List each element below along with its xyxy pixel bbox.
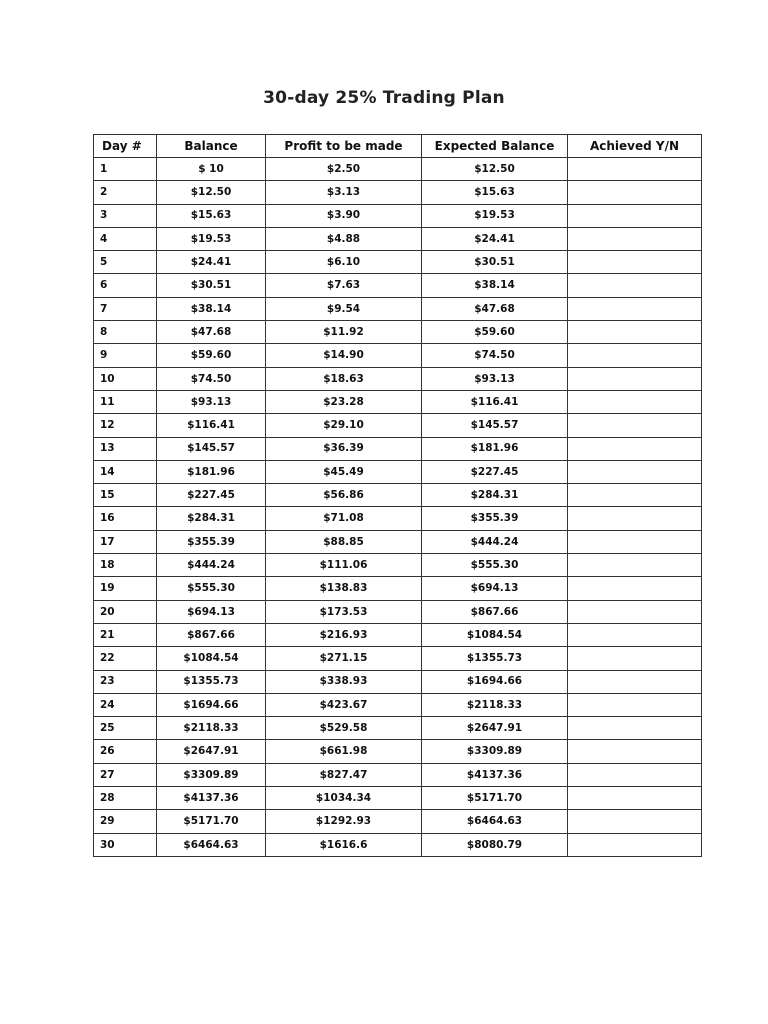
cell-balance: $ 10: [157, 158, 266, 181]
cell-profit: $88.85: [266, 530, 422, 553]
cell-day: 13: [94, 437, 157, 460]
cell-expected-balance: $284.31: [422, 484, 568, 507]
cell-achieved: [568, 717, 702, 740]
table-row: [94, 600, 702, 623]
cell-profit: $529.58: [266, 717, 422, 740]
cell-profit: $1616.6: [266, 833, 422, 856]
cell-achieved: [568, 181, 702, 204]
cell-day: 23: [94, 670, 157, 693]
cell-balance: $74.50: [157, 367, 266, 390]
table-row: [94, 833, 702, 856]
cell-balance: $4137.36: [157, 787, 266, 810]
table-row: [94, 717, 702, 740]
column-header-day: Day #: [94, 135, 157, 158]
cell-profit: $45.49: [266, 460, 422, 483]
cell-balance: $59.60: [157, 344, 266, 367]
cell-day: 9: [94, 344, 157, 367]
cell-day: 1: [94, 158, 157, 181]
cell-profit: $3.13: [266, 181, 422, 204]
cell-day: 10: [94, 367, 157, 390]
cell-day: 15: [94, 484, 157, 507]
cell-expected-balance: $8080.79: [422, 833, 568, 856]
cell-achieved: [568, 158, 702, 181]
cell-achieved: [568, 600, 702, 623]
table-row: [94, 530, 702, 553]
cell-achieved: [568, 670, 702, 693]
table-row: [94, 251, 702, 274]
cell-balance: $24.41: [157, 251, 266, 274]
cell-balance: $181.96: [157, 460, 266, 483]
cell-expected-balance: $30.51: [422, 251, 568, 274]
cell-achieved: [568, 647, 702, 670]
table-row: [94, 763, 702, 786]
cell-achieved: [568, 577, 702, 600]
cell-expected-balance: $444.24: [422, 530, 568, 553]
cell-day: 7: [94, 297, 157, 320]
table-row: [94, 623, 702, 646]
cell-expected-balance: $355.39: [422, 507, 568, 530]
cell-achieved: [568, 437, 702, 460]
cell-day: 26: [94, 740, 157, 763]
cell-achieved: [568, 227, 702, 250]
cell-expected-balance: $555.30: [422, 554, 568, 577]
cell-balance: $30.51: [157, 274, 266, 297]
cell-achieved: [568, 204, 702, 227]
cell-achieved: [568, 833, 702, 856]
cell-balance: $1694.66: [157, 693, 266, 716]
cell-day: 6: [94, 274, 157, 297]
cell-day: 21: [94, 623, 157, 646]
cell-balance: $355.39: [157, 530, 266, 553]
table-row: [94, 414, 702, 437]
cell-achieved: [568, 251, 702, 274]
table-row: [94, 507, 702, 530]
cell-profit: $216.93: [266, 623, 422, 646]
cell-profit: $3.90: [266, 204, 422, 227]
cell-balance: $2118.33: [157, 717, 266, 740]
cell-profit: $111.06: [266, 554, 422, 577]
cell-achieved: [568, 344, 702, 367]
cell-expected-balance: $12.50: [422, 158, 568, 181]
table-row: [94, 344, 702, 367]
column-header-balance: Balance: [157, 135, 266, 158]
cell-profit: $71.08: [266, 507, 422, 530]
cell-profit: $1034.34: [266, 787, 422, 810]
cell-balance: $555.30: [157, 577, 266, 600]
cell-expected-balance: $5171.70: [422, 787, 568, 810]
cell-day: 27: [94, 763, 157, 786]
cell-day: 24: [94, 693, 157, 716]
table-row: [94, 554, 702, 577]
cell-day: 28: [94, 787, 157, 810]
cell-day: 4: [94, 227, 157, 250]
cell-balance: $47.68: [157, 321, 266, 344]
cell-expected-balance: $1355.73: [422, 647, 568, 670]
table-row: [94, 390, 702, 413]
cell-achieved: [568, 554, 702, 577]
table-row: [94, 670, 702, 693]
table-row: [94, 204, 702, 227]
cell-achieved: [568, 484, 702, 507]
cell-balance: $227.45: [157, 484, 266, 507]
column-header-profit: Profit to be made: [266, 135, 422, 158]
cell-expected-balance: $24.41: [422, 227, 568, 250]
cell-profit: $423.67: [266, 693, 422, 716]
cell-achieved: [568, 274, 702, 297]
cell-day: 3: [94, 204, 157, 227]
cell-achieved: [568, 297, 702, 320]
table-row: [94, 437, 702, 460]
cell-achieved: [568, 414, 702, 437]
cell-balance: $19.53: [157, 227, 266, 250]
cell-day: 16: [94, 507, 157, 530]
cell-balance: $3309.89: [157, 763, 266, 786]
cell-profit: $2.50: [266, 158, 422, 181]
table-row: [94, 810, 702, 833]
cell-profit: $36.39: [266, 437, 422, 460]
cell-balance: $116.41: [157, 414, 266, 437]
cell-expected-balance: $59.60: [422, 321, 568, 344]
cell-achieved: [568, 390, 702, 413]
cell-achieved: [568, 623, 702, 646]
table-row: [94, 647, 702, 670]
cell-expected-balance: $15.63: [422, 181, 568, 204]
cell-profit: $18.63: [266, 367, 422, 390]
cell-expected-balance: $1694.66: [422, 670, 568, 693]
cell-day: 17: [94, 530, 157, 553]
cell-achieved: [568, 693, 702, 716]
column-header-achieved: Achieved Y/N: [568, 135, 702, 158]
cell-expected-balance: $47.68: [422, 297, 568, 320]
trading-plan-table: [93, 134, 702, 857]
cell-profit: $29.10: [266, 414, 422, 437]
cell-achieved: [568, 507, 702, 530]
cell-balance: $1084.54: [157, 647, 266, 670]
table-row: [94, 787, 702, 810]
cell-profit: $271.15: [266, 647, 422, 670]
cell-balance: $694.13: [157, 600, 266, 623]
cell-expected-balance: $19.53: [422, 204, 568, 227]
cell-profit: $827.47: [266, 763, 422, 786]
cell-expected-balance: $4137.36: [422, 763, 568, 786]
cell-achieved: [568, 460, 702, 483]
cell-day: 29: [94, 810, 157, 833]
cell-balance: $1355.73: [157, 670, 266, 693]
cell-achieved: [568, 740, 702, 763]
cell-profit: $1292.93: [266, 810, 422, 833]
table-row: [94, 158, 702, 181]
cell-day: 14: [94, 460, 157, 483]
cell-profit: $138.83: [266, 577, 422, 600]
table-row: [94, 274, 702, 297]
cell-balance: $6464.63: [157, 833, 266, 856]
header-row: [94, 135, 702, 158]
cell-expected-balance: $6464.63: [422, 810, 568, 833]
cell-balance: $444.24: [157, 554, 266, 577]
cell-achieved: [568, 367, 702, 390]
cell-achieved: [568, 810, 702, 833]
cell-profit: $14.90: [266, 344, 422, 367]
cell-expected-balance: $181.96: [422, 437, 568, 460]
table-row: [94, 693, 702, 716]
cell-expected-balance: $2118.33: [422, 693, 568, 716]
cell-balance: $2647.91: [157, 740, 266, 763]
cell-balance: $15.63: [157, 204, 266, 227]
cell-expected-balance: $38.14: [422, 274, 568, 297]
cell-profit: $9.54: [266, 297, 422, 320]
cell-balance: $5171.70: [157, 810, 266, 833]
table-row: [94, 321, 702, 344]
table-row: [94, 577, 702, 600]
table-row: [94, 227, 702, 250]
column-header-expected-balance: Expected Balance: [422, 135, 568, 158]
cell-day: 18: [94, 554, 157, 577]
cell-achieved: [568, 787, 702, 810]
cell-expected-balance: $3309.89: [422, 740, 568, 763]
cell-expected-balance: $867.66: [422, 600, 568, 623]
cell-profit: $23.28: [266, 390, 422, 413]
cell-day: 5: [94, 251, 157, 274]
cell-profit: $4.88: [266, 227, 422, 250]
cell-day: 30: [94, 833, 157, 856]
cell-profit: $338.93: [266, 670, 422, 693]
cell-expected-balance: $145.57: [422, 414, 568, 437]
cell-profit: $6.10: [266, 251, 422, 274]
cell-day: 19: [94, 577, 157, 600]
cell-profit: $56.86: [266, 484, 422, 507]
cell-profit: $661.98: [266, 740, 422, 763]
cell-balance: $284.31: [157, 507, 266, 530]
table-row: [94, 367, 702, 390]
cell-day: 20: [94, 600, 157, 623]
cell-day: 2: [94, 181, 157, 204]
cell-achieved: [568, 530, 702, 553]
cell-profit: $11.92: [266, 321, 422, 344]
table-row: [94, 297, 702, 320]
cell-expected-balance: $2647.91: [422, 717, 568, 740]
cell-achieved: [568, 763, 702, 786]
cell-profit: $7.63: [266, 274, 422, 297]
cell-day: 25: [94, 717, 157, 740]
cell-expected-balance: $694.13: [422, 577, 568, 600]
cell-balance: $38.14: [157, 297, 266, 320]
cell-day: 22: [94, 647, 157, 670]
cell-expected-balance: $93.13: [422, 367, 568, 390]
cell-balance: $145.57: [157, 437, 266, 460]
cell-expected-balance: $74.50: [422, 344, 568, 367]
table-row: [94, 181, 702, 204]
cell-achieved: [568, 321, 702, 344]
cell-day: 8: [94, 321, 157, 344]
table-row: [94, 484, 702, 507]
cell-balance: $12.50: [157, 181, 266, 204]
cell-day: 11: [94, 390, 157, 413]
cell-expected-balance: $1084.54: [422, 623, 568, 646]
table-body: [94, 158, 702, 857]
table-row: [94, 460, 702, 483]
cell-expected-balance: $116.41: [422, 390, 568, 413]
cell-profit: $173.53: [266, 600, 422, 623]
table-row: [94, 740, 702, 763]
cell-balance: $867.66: [157, 623, 266, 646]
cell-day: 12: [94, 414, 157, 437]
cell-balance: $93.13: [157, 390, 266, 413]
page-title: 30-day 25% Trading Plan: [263, 88, 505, 108]
cell-expected-balance: $227.45: [422, 460, 568, 483]
